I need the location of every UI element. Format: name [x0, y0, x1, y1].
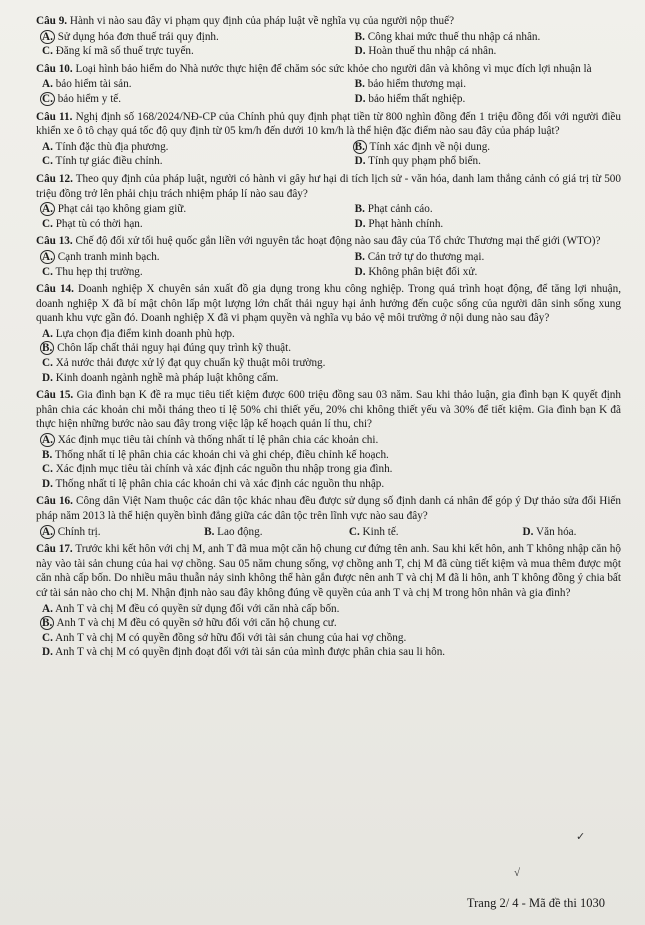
question-text: Gia đình bạn K đề ra mục tiêu tiết kiệm được 600 triệu đồng sau 03 năm. Sau khi thảo luận, gia đình bạn K quyết định phân chia các khoản chi mỗi tháng theo tỉ lệ 50% chi thiết yếu, 20% chi không thiết yếu và 30% để tiết kiệm. Gia đình bạn K đã thực hiện những bước nào sau đây trong việc lập kế hoạch quản lí thu, chi? — [36, 389, 621, 431]
question-stem — [36, 542, 621, 600]
answer-option[interactable] — [355, 140, 621, 155]
option-text: Lựa chọn địa điểm kinh doanh phù hợp. — [55, 327, 235, 340]
option-text: Thu hẹp thị trường. — [55, 265, 143, 278]
answer-option[interactable] — [42, 30, 355, 45]
question — [36, 172, 621, 231]
option-letter: A. — [42, 525, 53, 538]
question — [36, 282, 621, 385]
answer-option[interactable] — [42, 77, 355, 92]
option-text: Chính trị. — [57, 525, 101, 538]
option-text: Kinh doanh ngành nghề mà pháp luật không cấm. — [55, 371, 279, 384]
check-mark-icon: √ — [514, 867, 521, 879]
option-letter: D. — [354, 265, 366, 278]
answer-option[interactable] — [355, 250, 621, 265]
option-letter: B. — [42, 448, 53, 461]
option-letter: D. — [42, 477, 53, 490]
answer-option[interactable] — [42, 525, 204, 540]
option-text: Xả nước thải được xử lý đạt quy chuẩn kỹ thuật môi trường. — [55, 357, 326, 370]
answer-options — [42, 250, 621, 279]
question-number: Câu 12. — [36, 172, 73, 185]
check-mark-icon: ✓ — [576, 831, 586, 843]
answer-option[interactable] — [42, 602, 621, 617]
answer-option[interactable] — [42, 44, 355, 59]
question-stem — [36, 234, 621, 249]
question-stem — [36, 62, 621, 77]
option-text: bảo hiểm tài sản. — [55, 78, 132, 91]
question — [36, 110, 621, 169]
option-text: Cạnh tranh minh bạch. — [57, 250, 160, 263]
question-text: Công dân Việt Nam thuộc các dân tộc khác nhau đều được sử dụng số định danh cá nhân để góp ý Dự thảo sửa đổi Hiến pháp năm 2013 là thể hiện quyền bình đẳng giữa các dân tộc trên lĩnh vực nào sau đây? — [36, 495, 621, 522]
question-number: Câu 14. — [36, 283, 74, 296]
option-letter: B. — [354, 203, 365, 216]
option-text: Đăng kí mã số thuế trực tuyến. — [55, 45, 194, 58]
answer-option[interactable] — [355, 92, 621, 107]
answer-option[interactable] — [355, 30, 621, 45]
question — [36, 234, 621, 279]
answer-option[interactable] — [42, 217, 355, 232]
option-letter: C. — [42, 155, 53, 168]
option-text: Anh T và chị M có quyền đồng sở hữu đối với tài sản chung của hai vợ chồng. — [55, 631, 407, 644]
option-letter: A. — [42, 78, 53, 91]
question-text: Doanh nghiệp X chuyên sản xuất đồ gia dụng trong khu công nghiệp. Trong quá trình hoạt động, để tăng lợi nhuận, doanh nghiệp X đã bí mật chôn lấp một lượng lớn chất thải nguy hại ảnh hưởng đến cuộc sống của người dân sinh sống xung quanh khu vực gần đó. Doanh nghiệp X đã vi phạm quyền và nghĩa vụ bảo vệ môi trường ở nội dung nào sau đây? — [36, 283, 622, 325]
option-letter: A. — [42, 30, 53, 43]
answer-option[interactable] — [349, 525, 523, 540]
question-stem — [36, 282, 621, 326]
answer-option[interactable] — [523, 525, 621, 540]
option-text: Tính quy phạm phổ biến. — [368, 155, 481, 168]
answer-option[interactable] — [42, 341, 621, 356]
answer-option[interactable] — [42, 645, 621, 660]
question — [36, 494, 621, 539]
option-letter: D. — [354, 155, 366, 168]
option-letter: B. — [42, 342, 53, 355]
option-text: bảo hiểm thất nghiệp. — [368, 92, 466, 105]
answer-option[interactable] — [42, 371, 621, 386]
answer-option[interactable] — [42, 448, 621, 463]
question-stem — [36, 388, 621, 432]
question-text: Theo quy định của pháp luật, người có hành vi gây hư hại di tích lịch sử - văn hóa, danh lam thắng cảnh có giá trị từ 500 triệu đồng trở lên phải chịu trách nhiệm pháp lí nào sau đây? — [36, 172, 621, 200]
answer-option[interactable] — [42, 92, 355, 107]
question-text: Chế độ đối xử tối huệ quốc gắn liền với nguyên tắc hoạt động nào sau đây của Tổ chức Thương mại thế giới (WTO)? — [75, 235, 601, 248]
option-text: Anh T và chị M đều có quyền sở hữu đối với căn hộ chung cư. — [56, 617, 337, 630]
question-number: Câu 15. — [36, 389, 74, 402]
answer-option[interactable] — [355, 265, 621, 280]
question — [36, 62, 621, 107]
page-footer: Trang 2/ 4 - Mã đề thi 1030 — [466, 896, 605, 910]
option-text: Xác định mục tiêu tài chính và thống nhất tỉ lệ phân chia các khoản chi. — [57, 434, 379, 447]
option-letter: C. — [42, 45, 53, 58]
question-stem — [36, 494, 621, 523]
answer-options — [42, 30, 621, 59]
option-text: Thống nhất tỉ lệ phân chia các khoản chi và ghi chép, điều chỉnh kế hoạch. — [54, 448, 389, 461]
answer-options — [42, 525, 621, 540]
option-text: Xác định mục tiêu tài chính và xác định các nguồn thu nhập trong gia đình. — [55, 463, 393, 476]
option-letter: A. — [42, 203, 53, 216]
answer-option[interactable] — [42, 202, 355, 217]
answer-options — [42, 433, 621, 491]
option-letter: D. — [354, 92, 366, 105]
question-stem — [36, 172, 621, 201]
option-text: Hoàn thuế thu nhập cá nhân. — [368, 45, 497, 58]
answer-options — [42, 140, 621, 169]
answer-option[interactable] — [42, 140, 355, 155]
option-letter: C. — [42, 463, 53, 476]
option-text: Tính đặc thù địa phương. — [55, 140, 169, 153]
option-letter: C. — [42, 92, 53, 105]
answer-options — [42, 202, 621, 231]
option-letter: D. — [522, 525, 534, 538]
answer-option[interactable] — [42, 250, 355, 265]
option-letter: B. — [354, 140, 365, 153]
option-letter: B. — [354, 30, 365, 43]
question-number: Câu 10. — [36, 62, 73, 75]
option-letter: B. — [204, 525, 215, 538]
option-text: Lao động. — [217, 525, 263, 538]
option-text: Công khai mức thuế thu nhập cá nhân. — [367, 30, 541, 43]
option-letter: B. — [354, 250, 365, 263]
question-number: Câu 13. — [36, 235, 73, 248]
option-letter: C. — [348, 525, 360, 538]
option-letter: B. — [354, 78, 365, 91]
question-stem — [36, 110, 621, 139]
option-letter: A. — [42, 327, 53, 340]
option-text: Anh T và chị M đều có quyền sử dụng đối với căn nhà cấp bốn. — [55, 602, 340, 615]
option-text: Chôn lấp chất thải nguy hại đúng quy trình kỹ thuật. — [57, 342, 292, 355]
option-text: Phạt cảnh cáo. — [367, 203, 433, 216]
option-text: Văn hóa. — [536, 525, 577, 538]
question-number: Câu 9. — [36, 15, 68, 27]
option-text: Sử dụng hóa đơn thuế trái quy định. — [57, 30, 219, 43]
answer-option[interactable] — [42, 356, 621, 371]
option-letter: D. — [42, 646, 53, 659]
option-text: Phạt hành chính. — [368, 217, 444, 230]
answer-option[interactable] — [355, 77, 621, 92]
question-number: Câu 11. — [36, 110, 73, 123]
answer-options — [42, 602, 621, 660]
option-letter: D. — [354, 217, 366, 230]
answer-option[interactable] — [42, 265, 355, 280]
option-text: Anh T và chị M có quyền định đoạt đối với tài sản của mình được phân chia sau li hôn. — [55, 646, 446, 659]
option-text: Thống nhất tỉ lệ phân chia các khoản chi và xác định các nguồn thu nhập. — [55, 477, 385, 490]
option-letter: A. — [42, 140, 53, 153]
answer-option[interactable] — [355, 44, 621, 59]
option-letter: C. — [42, 265, 53, 278]
answer-option[interactable] — [355, 154, 621, 169]
question — [36, 388, 621, 491]
question-text: Trước khi kết hôn với chị M, anh T đã mua một căn hộ chung cư đứng tên anh. Sau khi kết hôn, anh T không nhập căn hộ này vào tài sản chung của hai vợ chồng. Sau 05 năm chung sống, vợ chồng anh T, chị M đã cùng tiết kiệm và mua thêm được một căn nhà cấp bốn. Do nhiều mâu thuẫn nảy sinh không thể hàn gắn được nên anh T và chị M đã li hôn, anh T không đồng ý chia bất cứ tài sản nào cho chị M. Nhận định nào sau đây không đúng về quyền của anh T và chị M trong hôn nhân và gia đình? — [36, 543, 621, 599]
answer-option[interactable] — [204, 525, 349, 540]
question-number: Câu 17. — [36, 543, 73, 556]
option-letter: C. — [42, 357, 53, 370]
question-text: Hành vi nào sau đây vi phạm quy định của pháp luật về nghĩa vụ của người nộp thuế? — [69, 15, 455, 27]
answer-option[interactable] — [42, 631, 621, 646]
option-text: Phạt cải tạo không giam giữ. — [57, 203, 187, 216]
option-letter: D. — [42, 371, 53, 384]
option-text: bảo hiểm thương mại. — [367, 78, 467, 91]
answer-option[interactable] — [42, 462, 621, 477]
option-text: Phạt tù có thời hạn. — [55, 217, 143, 230]
answer-option[interactable] — [355, 202, 621, 217]
option-letter: A. — [42, 250, 53, 263]
answer-options — [42, 327, 621, 385]
question — [36, 542, 621, 660]
option-letter: C. — [42, 217, 53, 230]
answer-option[interactable] — [42, 154, 355, 169]
question-stem — [36, 14, 621, 29]
option-text: Tính tự giác điều chỉnh. — [55, 155, 163, 168]
option-letter: A. — [42, 602, 53, 615]
answer-option[interactable] — [42, 616, 621, 631]
answer-option[interactable] — [355, 217, 621, 232]
option-text: Cản trở tự do thương mại. — [367, 250, 485, 263]
option-text: bảo hiểm y tế. — [57, 92, 122, 105]
option-text: Không phân biệt đối xử. — [368, 265, 478, 278]
option-letter: D. — [354, 45, 366, 58]
question — [36, 14, 621, 59]
answer-options — [42, 77, 621, 106]
question-text: Loại hình bảo hiểm do Nhà nước thực hiện để chăm sóc sức khỏe cho người dân và không vì mục đích lợi nhuận là — [75, 62, 592, 75]
question-list — [36, 14, 621, 660]
answer-option[interactable] — [42, 327, 621, 342]
option-letter: B. — [42, 617, 53, 630]
answer-option[interactable] — [42, 433, 621, 448]
option-text: Kinh tế. — [362, 525, 399, 538]
answer-option[interactable] — [42, 477, 621, 492]
option-letter: A. — [42, 434, 53, 447]
question-number: Câu 16. — [36, 495, 73, 508]
question-text: Nghị định số 168/2024/NĐ-CP của Chính phủ quy định phạt tiền từ 800 nghìn đồng đến 1 triệu đồng đối với người điều khiển xe ô tô chạy quá tốc độ quy định từ 05 km/h đến dưới 10 km/h là thể hiện đặc điểm nào sau đây của pháp luật? — [36, 110, 621, 138]
option-letter: C. — [42, 631, 53, 644]
option-text: Tính xác định về nội dung. — [369, 140, 491, 153]
